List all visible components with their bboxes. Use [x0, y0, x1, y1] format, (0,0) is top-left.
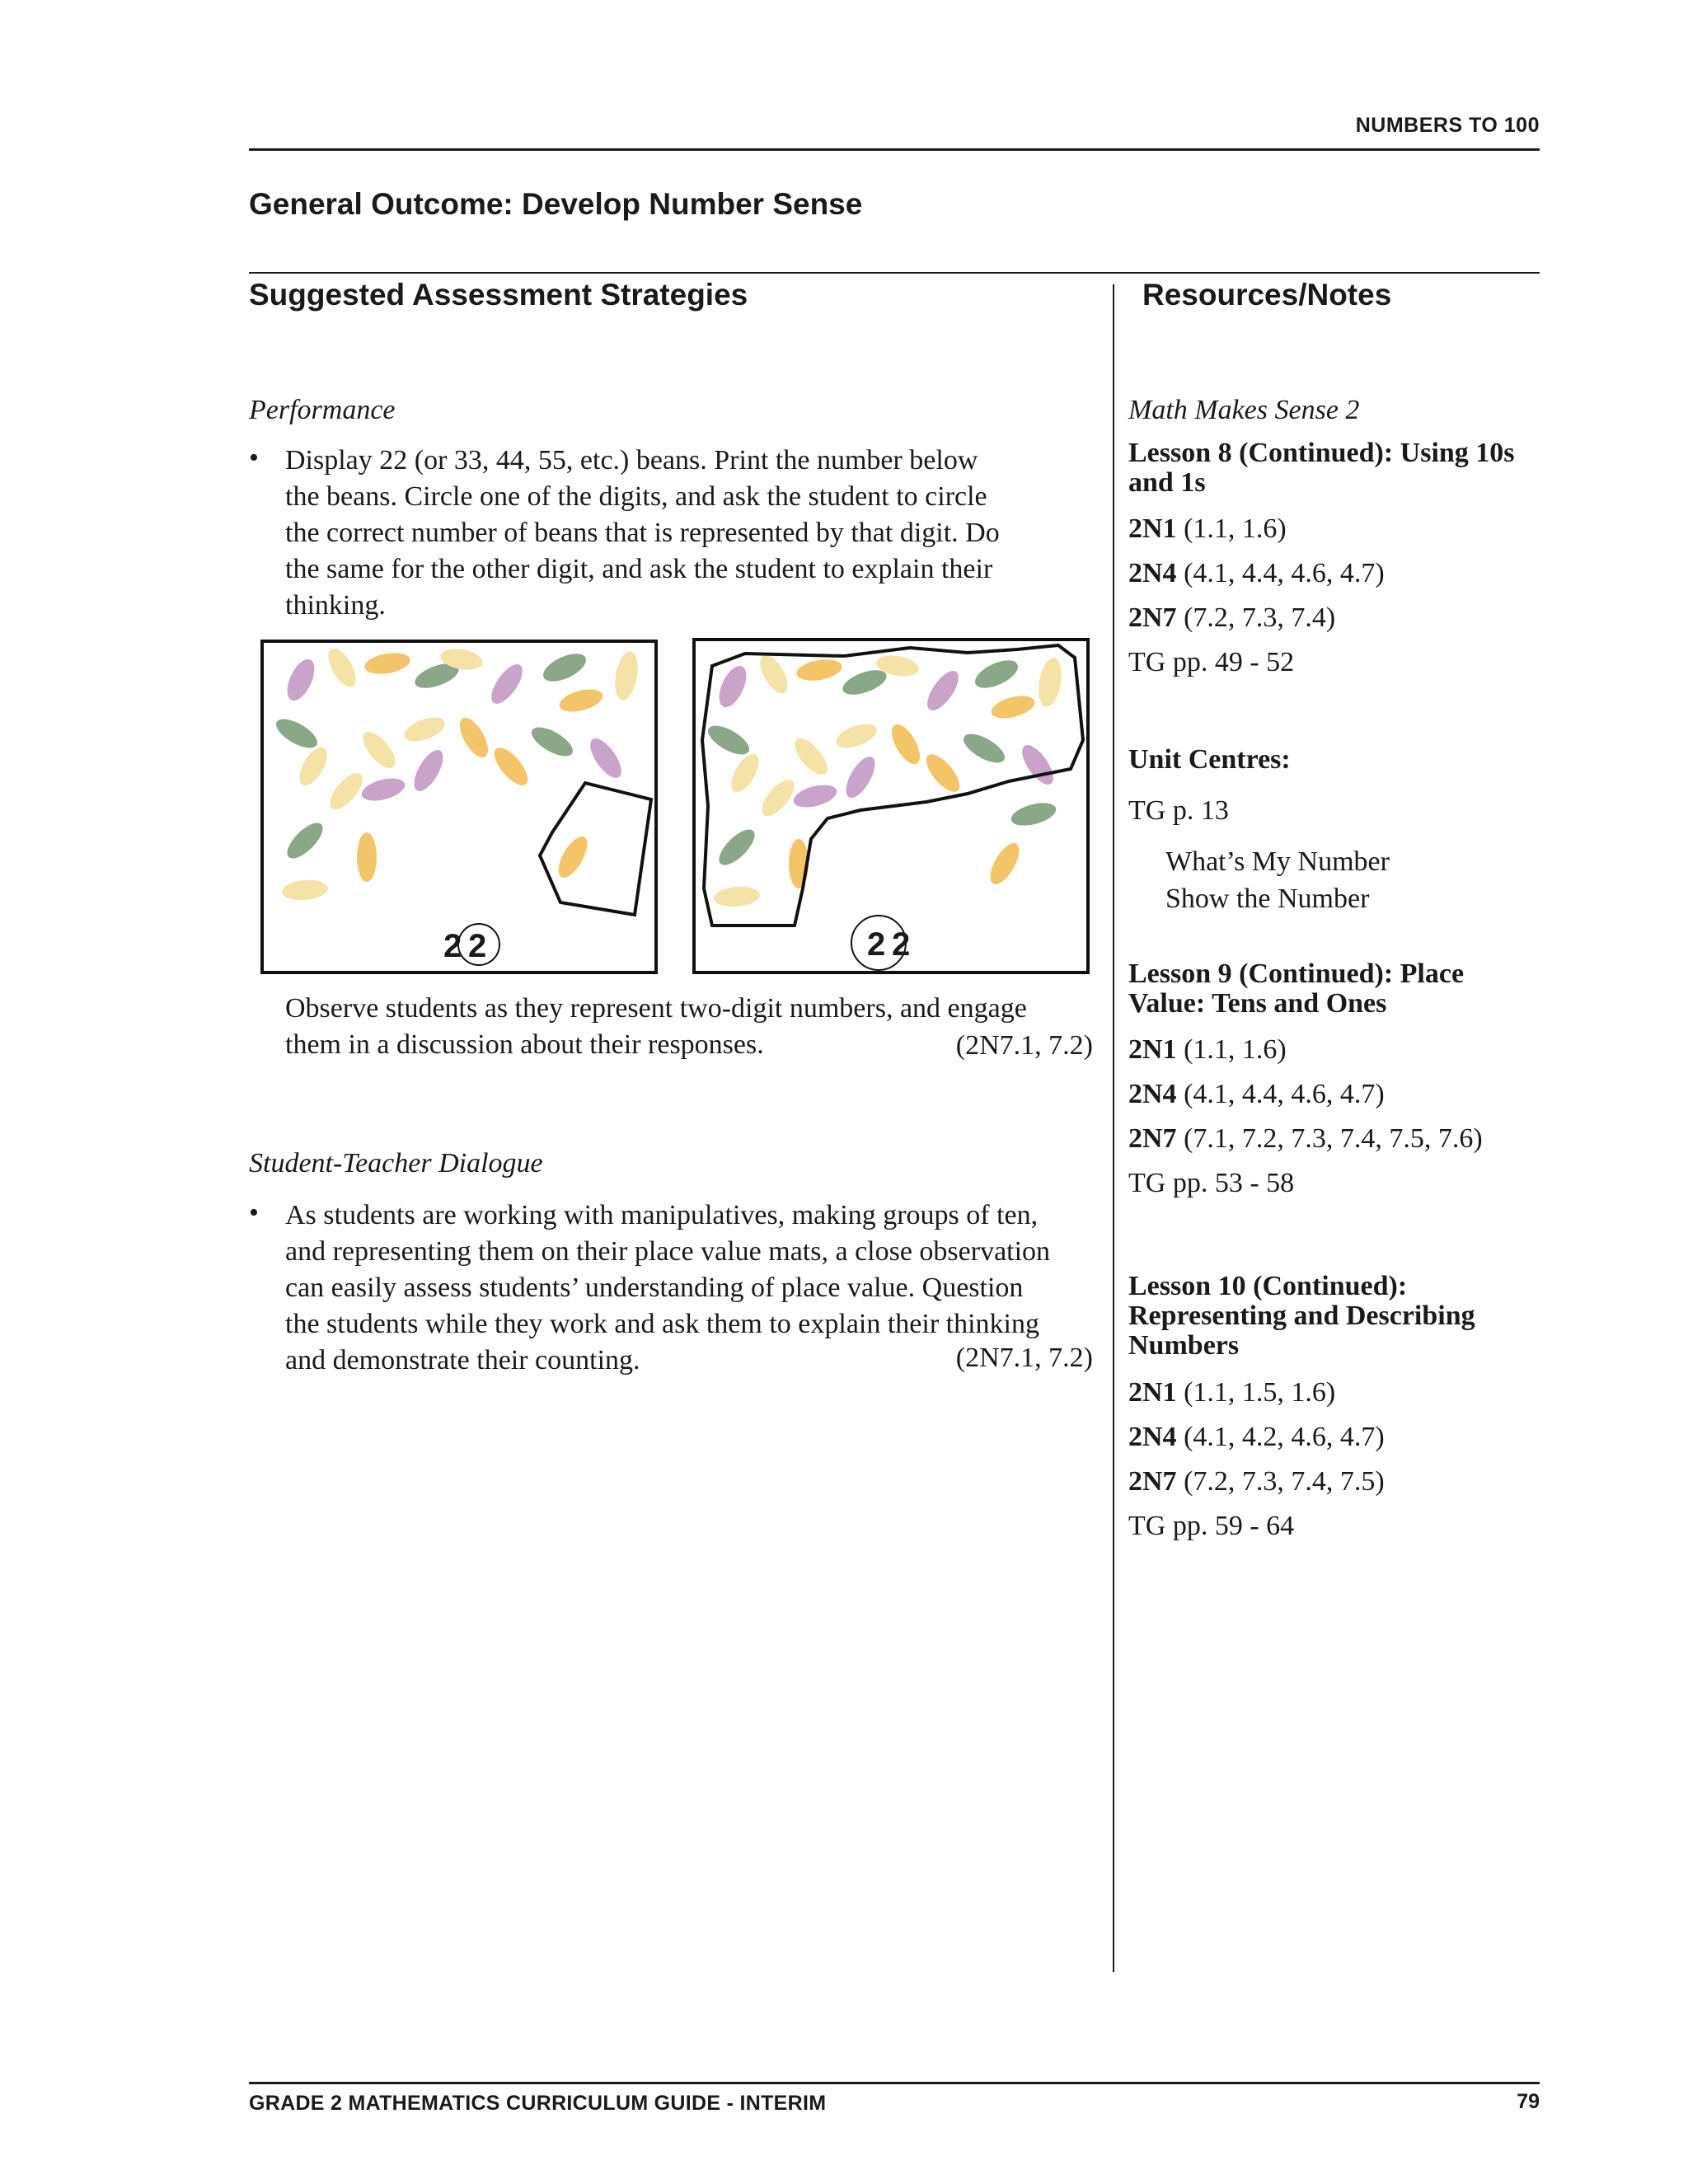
performance-line: the correct number of beans that is represented by that digit. Do [285, 518, 1000, 548]
bean [714, 824, 761, 871]
lesson8-tg: TG pp. 49 - 52 [1128, 647, 1295, 677]
bean [755, 650, 794, 697]
outcome-indicators: (1.1, 1.6) [1176, 513, 1287, 544]
outcome-indicators: (1.1, 1.5, 1.6) [1176, 1377, 1336, 1408]
bean [324, 768, 368, 815]
number-tens-digit: 2 [867, 926, 886, 963]
outcome-indicators: (4.1, 4.2, 4.6, 4.7) [1176, 1422, 1385, 1452]
running-head: NUMBERS TO 100 [1355, 114, 1540, 137]
outcome-rule [249, 272, 1540, 274]
lesson8-ref-2n7 [1128, 602, 1335, 635]
bean [1009, 799, 1058, 830]
outcome-indicators: (7.2, 7.3, 7.4) [1176, 602, 1336, 633]
footer-rule [249, 2082, 1540, 2084]
bean [886, 720, 926, 769]
lesson10-title-line: Lesson 10 (Continued): [1128, 1271, 1408, 1301]
bean [584, 733, 627, 783]
header-rule [249, 148, 1540, 151]
bean [281, 879, 329, 902]
bean [841, 752, 881, 802]
lesson8-ref-2n1 [1128, 513, 1287, 546]
bean [557, 685, 605, 715]
outcome-code: 2N7 [1128, 602, 1177, 633]
bean [401, 713, 448, 746]
outcome-code: 2N4 [1128, 1422, 1177, 1452]
bean-illustration-right [696, 641, 1086, 971]
outcome-indicators: (4.1, 4.4, 4.6, 4.7) [1176, 1079, 1385, 1109]
outcome-code: 2N1 [1128, 513, 1177, 544]
lesson8-title-line: Lesson 8 (Continued): Using 10s [1128, 438, 1515, 468]
bean-illustration-left [264, 643, 654, 971]
outcome-code: 2N7 [1128, 1123, 1177, 1154]
lesson10-ref-2n7 [1128, 1465, 1385, 1498]
unit-centres-title: Unit Centres: [1128, 744, 1291, 775]
bean [789, 733, 832, 780]
outcome-indicators: (7.2, 7.3, 7.4, 7.5) [1176, 1466, 1385, 1497]
dialogue-line: the students while they work and ask them to explain their thinking [285, 1309, 1039, 1339]
bean [612, 649, 641, 702]
performance-paragraph [285, 443, 1093, 624]
page-number: 79 [1517, 2090, 1540, 2113]
unit-centres-tg: TG p. 13 [1128, 795, 1229, 826]
bean [959, 729, 1009, 769]
bean [795, 656, 843, 683]
bean [1016, 740, 1059, 790]
observe-line: Observe students as they represent two-digit numbers, and engage [285, 993, 1027, 1024]
lesson10-title-line: Representing and Describing [1128, 1301, 1475, 1331]
lesson10-ref-2n4 [1128, 1421, 1385, 1454]
observe-outcome-ref: (2N7.1, 7.2) [955, 1030, 1093, 1061]
dialogue-line: As students are working with manipulatives, making groups of ten, [285, 1200, 1039, 1230]
outcome-code: 2N4 [1128, 1079, 1177, 1109]
outcome-code: 2N1 [1128, 1034, 1177, 1065]
bean [713, 885, 761, 909]
bean [921, 749, 965, 797]
bean [282, 818, 329, 865]
bean [528, 722, 577, 762]
unit-centre-item: Show the Number [1165, 883, 1370, 914]
unit-centre-item: What’s My Number [1165, 846, 1390, 877]
bean [832, 719, 879, 752]
lesson8-title-line: and 1s [1128, 467, 1206, 498]
beans-left [272, 644, 641, 902]
observe-line: them in a discussion about their responses. [285, 1029, 764, 1060]
circled-tens-group [702, 645, 1083, 926]
bean [539, 648, 590, 687]
bean [971, 654, 1022, 693]
bean [409, 746, 449, 795]
bean [989, 691, 1037, 722]
column-divider [1113, 284, 1114, 1972]
bean-figure-right [692, 638, 1090, 974]
outcome-code: 2N1 [1128, 1377, 1177, 1408]
lesson9-ref-2n4 [1128, 1078, 1385, 1111]
bean [363, 649, 411, 677]
general-outcome-heading: General Outcome: Develop Number Sense [249, 187, 863, 221]
dialogue-bullet: • [249, 1197, 259, 1228]
number-ones-digit: 2 [892, 926, 911, 963]
outcome-indicators: (1.1, 1.6) [1176, 1034, 1287, 1065]
bean [1035, 656, 1065, 709]
bean [756, 775, 799, 822]
lesson10-tg: TG pp. 59 - 64 [1128, 1511, 1295, 1541]
lesson8-title [1128, 438, 1515, 498]
performance-heading: Performance [249, 395, 396, 425]
dialogue-line: and representing them on their place value mats, a close observation [285, 1236, 1051, 1267]
lesson9-ref-2n7 [1128, 1122, 1483, 1155]
bean [985, 839, 1025, 888]
bean [704, 720, 753, 761]
performance-bullet: • [249, 443, 259, 473]
bean [714, 662, 752, 711]
performance-line: the beans. Circle one of the digits, and ask the student to circle [285, 481, 987, 512]
bean [357, 727, 401, 774]
circled-ones-group [540, 783, 651, 915]
bean-figure-left [260, 640, 658, 974]
number-tens-digit: 2 [443, 928, 462, 964]
lesson9-title-line: Value: Tens and Ones [1128, 988, 1387, 1019]
lesson9-tg: TG pp. 53 - 58 [1128, 1168, 1295, 1198]
lesson10-title [1128, 1272, 1475, 1361]
outcome-indicators: (4.1, 4.4, 4.6, 4.7) [1176, 558, 1385, 588]
bean [294, 743, 333, 790]
outcome-code: 2N4 [1128, 558, 1177, 588]
lesson9-title-line: Lesson 9 (Continued): Place [1128, 958, 1465, 989]
footer-title: GRADE 2 MATHEMATICS CURRICULUM GUIDE - INTERIM [249, 2092, 827, 2115]
bean [357, 832, 377, 882]
bean [791, 780, 839, 811]
bean [553, 832, 593, 882]
dialogue-heading: Student-Teacher Dialogue [249, 1148, 543, 1179]
bean [282, 655, 320, 705]
bean [726, 749, 765, 796]
performance-line: the same for the other digit, and ask the student to explain their [285, 554, 993, 584]
lesson8-ref-2n4 [1128, 557, 1385, 590]
resource-book-title: Math Makes Sense 2 [1128, 395, 1360, 425]
resources-notes-heading: Resources/Notes [1142, 278, 1392, 312]
lesson9-title [1128, 959, 1464, 1019]
bean [272, 714, 321, 754]
dialogue-outcome-ref: (2N7.1, 7.2) [955, 1343, 1093, 1373]
assessment-strategies-heading: Suggested Assessment Strategies [249, 278, 748, 312]
bean [921, 666, 964, 715]
lesson9-ref-2n1 [1128, 1033, 1287, 1066]
bean [454, 714, 494, 762]
number-ones-digit: 2 [468, 928, 487, 964]
performance-line: Display 22 (or 33, 44, 55, etc.) beans. Print the number below [285, 445, 978, 476]
outcome-code: 2N7 [1128, 1466, 1177, 1497]
performance-line: thinking. [285, 590, 386, 621]
lesson10-ref-2n1 [1128, 1376, 1335, 1409]
bean [323, 644, 362, 691]
lesson10-title-line: Numbers [1128, 1330, 1240, 1361]
bean [359, 774, 407, 804]
dialogue-line: can easily assess students’ understanding of place value. Question [285, 1272, 1024, 1303]
outcome-indicators: (7.1, 7.2, 7.3, 7.4, 7.5, 7.6) [1176, 1123, 1483, 1154]
bean [485, 659, 528, 709]
bean [489, 743, 533, 790]
dialogue-line: and demonstrate their counting. [285, 1345, 640, 1376]
